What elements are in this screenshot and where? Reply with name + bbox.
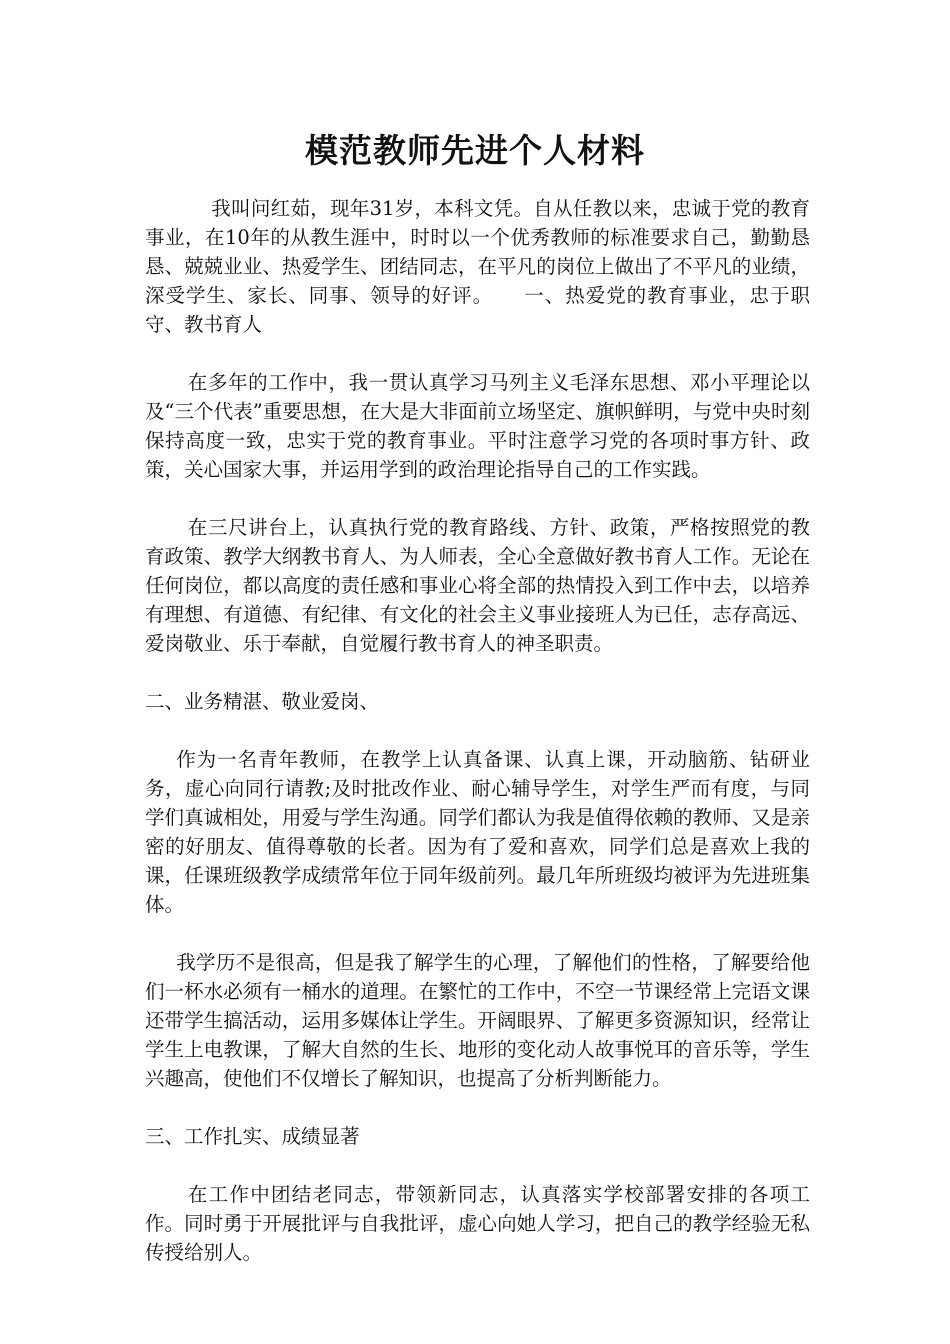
document-body	[145, 194, 810, 1267]
paragraph-intro: 我叫问红茹，现年31岁，本科文凭。自从任教以来，忠诚于党的教育事业，在10年的从教生涯中，时时以一个优秀教师的标准要求自己，勤勤恳恳、兢兢业业、热爱学生、团结同志，在平凡的岗位上做出了不平凡的业绩，深受学生、家长、同事、领导的好评。 一、热爱党的教育事业，忠于职守、教书育人	[145, 197, 810, 336]
section-heading-2: 二、业务精湛、敬业爱岗、	[145, 690, 380, 713]
paragraph-young-teacher: 作为一名青年教师，在教学上认真备课、认真上课，开动脑筋、钻研业务，虚心向同行请教;及时批改作业、耐心辅导学生，对学生严而有度，与同学们真诚相处，用爱与学生沟通。同学们都认为我是值得依赖的教师、又是亲密的好朋友、值得尊敬的长者。因为有了爱和喜欢，同学们总是喜欢上我的课，任课班级教学成绩常年位于同年级前列。最几年所班级均被评为先进班集体。	[145, 748, 810, 916]
section-heading-3: 三、工作扎实、成绩显著	[145, 1125, 360, 1148]
paragraph-teamwork: 在工作中团结老同志，带领新同志，认真落实学校部署安排的各项工作。同时勇于开展批评与自我批评，虚心向她人学习，把自己的教学经验无私传授给别人。	[145, 1183, 810, 1264]
paragraph-understanding-students: 我学历不是很高，但是我了解学生的心理，了解他们的性格，了解要给他们一杯水必须有一桶水的道理。在繁忙的工作中，不空一节课经常上完语文课还带学生搞活动，运用多媒体让学生。开阔眼界、了解更多资源知识，经常让学生上电教课，了解大自然的生长、地形的变化动人故事悦耳的音乐等，学生兴趣高，使他们不仅增长了解知识，也提高了分析判断能力。	[145, 951, 810, 1090]
document-title: 模范教师先进个人材料	[305, 131, 645, 170]
paragraph-political-study: 在多年的工作中，我一贯认真学习马列主义毛泽东思想、邓小平理论以及“三个代表”重要思想，在大是大非面前立场坚定、旗帜鲜明，与党中央时刻保持高度一致，忠实于党的教育事业。平时注意学习党的各项时事方针、政策，关心国家大事，并运用学到的政治理论指导自己的工作实践。	[145, 371, 810, 481]
paragraph-teaching-duty: 在三尺讲台上，认真执行党的教育路线、方针、政策，严格按照党的教育政策、教学大纲教书育人、为人师表，全心全意做好教书育人工作。无论在任何岗位，都以高度的责任感和事业心将全部的热情投入到工作中去，以培养有理想、有道德、有纪律、有文化的社会主义事业接班人为已任，志存高远、爱岗敬业、乐于奉献，自觉履行教书育人的神圣职责。	[145, 516, 810, 655]
